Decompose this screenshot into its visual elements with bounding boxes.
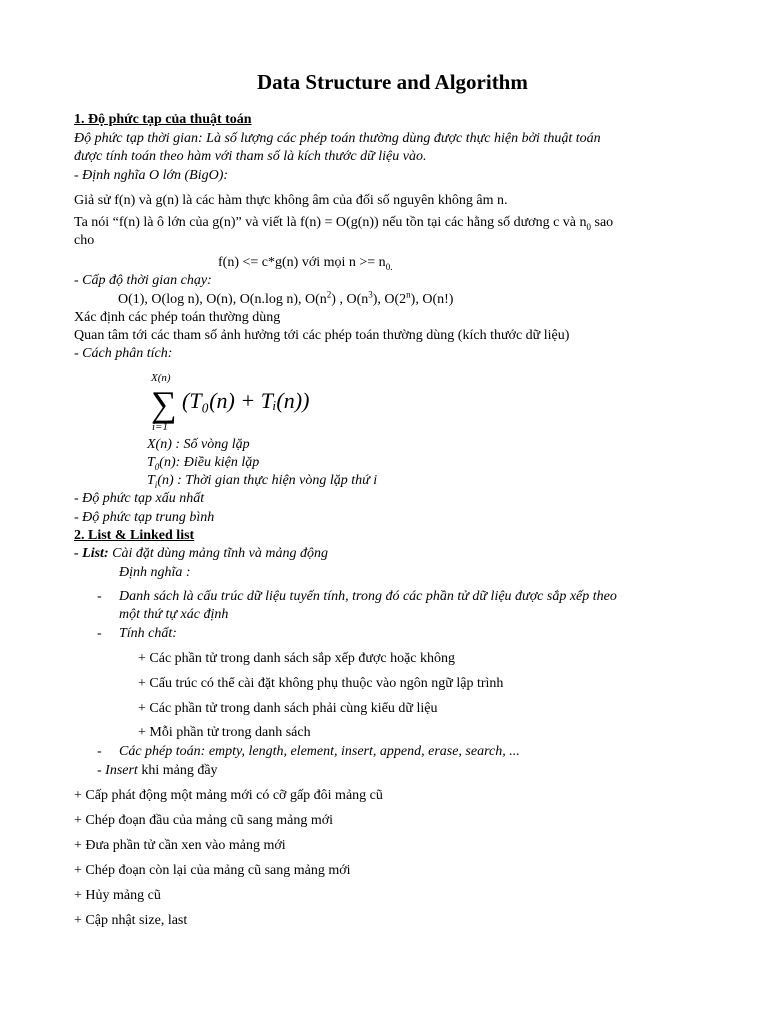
insert-step: + Chép đoạn đầu của mảng cũ sang mảng mới <box>74 813 334 828</box>
properties-label: Tính chất: <box>119 626 177 641</box>
insert-step: + Hủy mảng cũ <box>74 888 161 903</box>
summation-formula <box>148 370 338 432</box>
property-item: + Các phần tử trong danh sách sắp xếp được hoặc không <box>138 651 456 666</box>
worst-case-text: - Độ phức tạp xấu nhất <box>74 491 205 506</box>
complexity-orders: O(1), O(log n), O(n), O(n.log n), $O(n^2)$ , $O(n^3)$, O(2$^n$), O(n!) <box>118 289 454 307</box>
insert-line: - Insert khi mảng đầy <box>97 763 218 778</box>
bigo-statement-line2: cho <box>74 233 95 248</box>
bullet-dash: - <box>97 744 102 759</box>
sum-upper-limit: X(n) <box>151 372 171 384</box>
list-definition-line2: một thứ tự xác định <box>119 607 229 622</box>
bullet-dash: - <box>97 626 102 641</box>
property-item: + Mỗi phần tử trong danh sách <box>138 725 311 740</box>
property-item: + Các phần tử trong danh sách phải cùng kiểu dữ liệu <box>138 701 438 716</box>
t0-definition: $T_0(n)$: Điều kiện lặp <box>147 455 260 472</box>
list-definition-line1: Danh sách là cấu trúc dữ liệu tuyến tính, trong đó các phần tử dữ liệu được sắp xếp theo <box>119 589 617 604</box>
analysis-label: - Cách phân tích: <box>74 346 173 361</box>
insert-step: + Đưa phần tử cần xen vào mảng mới <box>74 838 286 853</box>
sigma-symbol: ∑ <box>151 384 177 424</box>
sum-body: (T₀(n) + Tᵢ(n)) <box>182 388 310 413</box>
running-time-levels-label: - Cấp độ thời gian chạy: <box>74 273 212 288</box>
insert-step: + Cấp phát động một mảng mới có cỡ gấp đôi mảng cũ <box>74 788 383 803</box>
time-complexity-def-line1: Độ phức tạp thời gian: Là số lượng các phép toán thường dùng được thực hiện bởi thuật toán <box>74 131 601 146</box>
sum-lower-limit: i=1 <box>152 421 168 432</box>
time-complexity-def-line2: được tính toán theo hàm với tham số là kích thước dữ liệu vào. <box>74 149 427 164</box>
list-line: - List: Cài đặt dùng mảng tĩnh và mảng động <box>74 546 328 561</box>
x-definition: X(n) : Số vòng lặp <box>147 437 250 452</box>
ti-definition: $T_i(n)$ : Thời gian thực hiện vòng lặp thứ i <box>147 473 378 490</box>
bigo-statement-line1: Ta nói “f(n) là ô lớn của g(n)” và viết là f(n) = O(g(n)) nếu tồn tại các hằng số dương c và $n_0$ sao <box>74 215 614 232</box>
page-title: Data Structure and Algorithm <box>257 70 528 94</box>
assumption-text: Giả sử f(n) và g(n) là các hàm thực không âm của đối số nguyên không âm n. <box>74 193 508 208</box>
concern-text: Quan tâm tới các tham số ảnh hưởng tới các phép toán thường dùng (kích thước dữ liệu) <box>74 328 570 343</box>
property-item: + Cấu trúc có thể cài đặt không phụ thuộc vào ngôn ngữ lập trình <box>138 676 504 691</box>
bigo-def-label: - Định nghĩa O lớn (BigO): <box>74 168 229 183</box>
insert-step: + Chép đoạn còn lại của mảng cũ sang mảng mới <box>74 863 351 878</box>
insert-step: + Cập nhật size, last <box>74 913 188 928</box>
average-case-text: - Độ phức tạp trung bình <box>74 510 215 525</box>
section-1-heading: 1. Độ phức tạp của thuật toán <box>74 112 252 127</box>
determine-ops-text: Xác định các phép toán thường dùng <box>74 310 281 325</box>
definition-label: Định nghĩa : <box>119 565 191 580</box>
operations-text: Các phép toán: empty, length, element, insert, append, erase, search, ... <box>119 744 520 759</box>
section-2-heading: 2. List & Linked list <box>74 528 195 543</box>
bullet-dash: - <box>97 589 102 604</box>
inequality: f(n) <= c*g(n) với mọi $n >= n_{0.}$ <box>218 255 393 272</box>
